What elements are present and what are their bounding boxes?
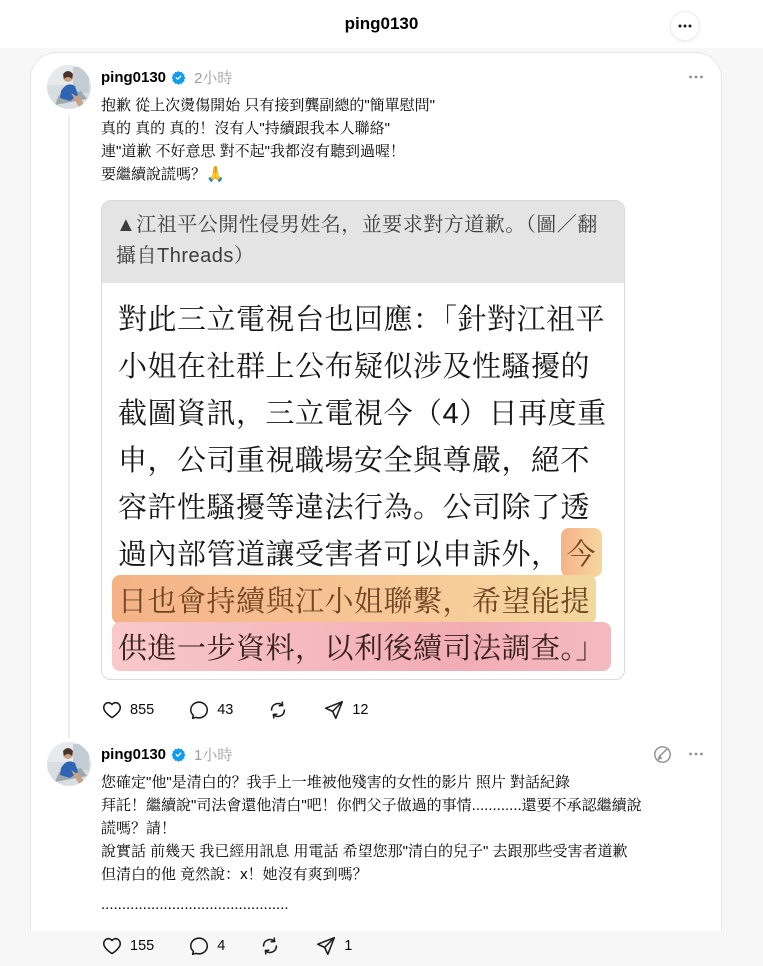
post-more-button[interactable]	[687, 68, 705, 86]
share-button[interactable]	[311, 935, 356, 957]
share-button[interactable]	[319, 699, 372, 721]
image-caption: ▲江祖平公開性侵男姓名，並要求對方道歉。（圖／翻攝自Threads）	[102, 201, 624, 283]
repost-icon	[259, 935, 281, 957]
more-icon	[687, 68, 705, 86]
share-icon	[323, 699, 345, 721]
post-text: 您確定"他"是清白的？我手上一堆被他殘害的女性的影片 照片 對話紀錄 拜託！繼續說"司法會還他清白"吧！你們父子做過的事情............還要不承認繼續說 謊嗎？請！ 說實話 前幾天 我已經用訊息 用電話 希望您那"清白的兒子" 去跟那些受害者道歉 但清白的他 竟然說：x！她沒有爽到嗎？ .............................................	[101, 771, 705, 916]
highlighted-text: 供進一步資料，以利後續司法調查。」	[112, 622, 611, 671]
repost-button[interactable]	[255, 935, 285, 957]
like-button[interactable]	[97, 699, 158, 721]
like-count: 155	[130, 938, 154, 954]
share-count: 1	[344, 938, 352, 954]
embedded-image[interactable]	[101, 200, 625, 680]
timestamp: 2小時	[194, 67, 232, 88]
avatar-photo	[47, 742, 91, 786]
ellipsis-icon	[677, 18, 693, 34]
comment-count: 43	[217, 702, 233, 718]
username[interactable]: ping0130	[101, 746, 166, 763]
post-text: 抱歉 從上次燙傷開始 只有接到龔副總的"簡單慰問" 真的 真的 真的！沒有人"持續跟我本人聯絡" 連"道歉 不好意思 對不起"我都沒有聽到過喔！ 要繼續說謊嗎？🙏	[101, 94, 705, 186]
repost-button[interactable]	[263, 699, 293, 721]
like-button[interactable]	[97, 935, 158, 957]
repost-icon	[267, 699, 289, 721]
share-icon	[315, 935, 337, 957]
share-count: 12	[352, 702, 368, 718]
comment-button[interactable]	[184, 699, 237, 721]
username[interactable]: ping0130	[101, 69, 166, 86]
page-title: ping0130	[0, 14, 763, 34]
post	[47, 65, 705, 730]
avatar[interactable]	[47, 65, 91, 109]
heart-icon	[101, 699, 123, 721]
post	[47, 742, 705, 966]
header-more-button[interactable]	[670, 11, 700, 41]
thread-card	[30, 52, 722, 931]
highlighted-text: 今	[561, 528, 603, 577]
highlighted-text: 日也會持續與江小姐聯繫，希望能提	[112, 575, 596, 624]
article-text: 對此三立電視台也回應：「針對江祖平 小姐在社群上公布疑似涉及性騷擾的 截圖資訊，三立電視今（4）日再度重 申，公司重視職場安全與尊嚴，絕不 容許性騷擾等違法行為。公司除了透 過內部管道讓受害者可以申訴外， 今 日也會持續與江小姐聯繫，希望能提 供進一步資料，以利後續司法調查。」	[102, 283, 624, 679]
action-bar	[97, 692, 705, 728]
verified-badge-icon	[171, 747, 186, 762]
comment-count: 4	[217, 938, 225, 954]
comment-icon	[188, 699, 210, 721]
more-icon	[687, 745, 705, 763]
comment-icon	[188, 935, 210, 957]
pencil-circle-icon	[652, 744, 673, 765]
timestamp: 1小時	[194, 744, 232, 765]
action-bar	[97, 928, 705, 964]
like-count: 855	[130, 702, 154, 718]
page-header	[0, 0, 763, 48]
avatar-photo	[47, 65, 91, 109]
edited-indicator	[652, 744, 673, 765]
comment-button[interactable]	[184, 935, 229, 957]
post-more-button[interactable]	[687, 745, 705, 763]
verified-badge-icon	[171, 70, 186, 85]
thread-connector-line	[68, 115, 70, 738]
heart-icon	[101, 935, 123, 957]
avatar[interactable]	[47, 742, 91, 786]
